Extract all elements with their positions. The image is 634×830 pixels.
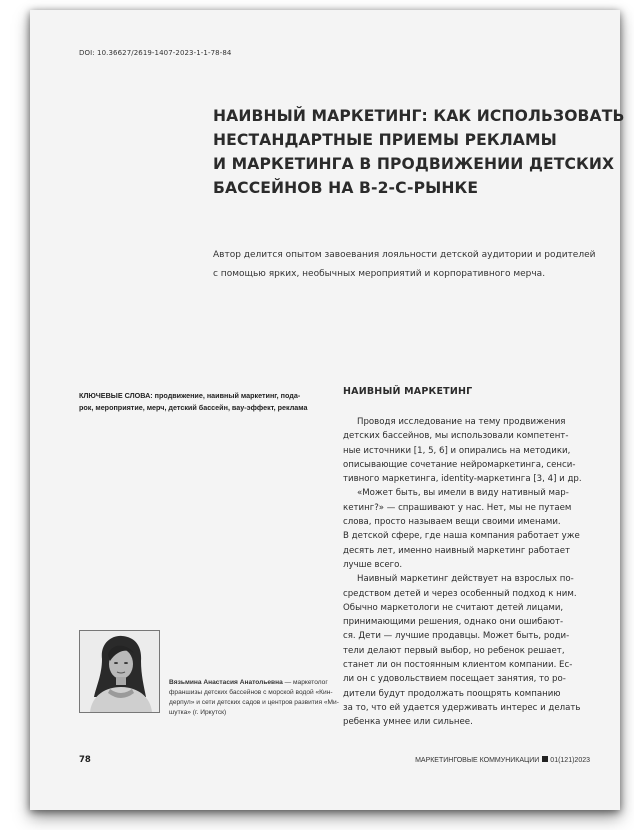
title-line: И МАРКЕТИНГА В ПРОДВИЖЕНИИ ДЕТСКИХ [213,155,615,173]
author-role: — маркетолог [282,679,328,686]
title-line: БАССЕЙНОВ НА B-2-C-РЫНКЕ [213,179,479,197]
keywords-line: КЛЮЧЕВЫЕ СЛОВА: продвижение, наивный маркетинг, пода- [79,391,301,400]
body-line: описывающие сочетание нейромаркетинга, сенси- [343,459,576,470]
author-line: дерпул» и сети детских садов и центров развития «Ми- [169,699,339,706]
author-photo [79,630,160,713]
keywords [79,390,349,414]
author-portrait-icon [80,631,159,712]
body-line: ся. Дети — лучшие продавцы. Может быть, роди- [343,631,570,642]
author-line: франшизы детских бассейнов с морской водой «Кин- [169,689,333,696]
body-line: слова, просто называем вещи своими именами. [343,517,561,528]
lead-line: Автор делится опытом завоевания лояльности детской аудитории и родителей [213,250,596,260]
body-line: «Может быть, вы имели в виду нативный мар- [357,488,569,499]
square-bullet-icon [542,756,548,762]
keywords-line: рок, мероприятие, мерч, детский бассейн, вау-эффект, реклама [79,403,308,412]
body-line: В детской сфере, где наша компания работает уже [343,531,580,542]
author-line [169,678,349,688]
journal-footer [415,756,590,764]
page-number: 78 [79,755,91,765]
author-line: шутка» (г. Иркутск) [169,709,227,716]
body-line: кетинг?» — спрашивают у нас. Нет, мы не путаем [343,502,572,513]
title-line: НЕСТАНДАРТНЫЕ ПРИЕМЫ РЕКЛАМЫ [213,131,557,149]
body-line: средством детей и через особенный подход к ним. [343,588,577,599]
body-line: детских бассейнов, мы использовали компетент- [343,431,569,442]
article-lead [213,246,608,284]
body-line: ные источники [1, 5, 6] и опирались на методики, [343,445,571,456]
section-heading: НАИВНЫЙ МАРКЕТИНГ [343,386,473,397]
body-line: тивного маркетинга, identity-маркетинга [3, 4] и др. [343,474,582,485]
journal-name: МАРКЕТИНГОВЫЕ КОММУНИКАЦИИ [415,757,540,764]
body-line: лучше всего. [343,559,403,570]
lead-line: с помощью ярких, необычных мероприятий и корпоративного мерча. [213,269,546,279]
author-bio [169,678,349,718]
body-line: Обычно маркетологи не считают детей лицами, [343,602,564,613]
body-line: принимающими решения, однако они ошибают- [343,617,564,628]
author-name: Вязьмина Анастасия Анатольевна [169,679,283,686]
journal-page [30,10,625,810]
body-line: Проводя исследование на тему продвижения [357,417,566,427]
body-line: за то, что ей удается удерживать интерес и делать [343,702,581,713]
body-line: десять лет, именно наивный маркетинг работает [343,545,570,556]
body-line: дители будут продолжать поощрять компанию [343,688,561,699]
journal-issue: 01(121)2023 [550,757,590,764]
body-line: ребенка умнее или сильнее. [343,717,473,728]
body-line: станет ли он постоянным клиентом компании. Ес- [343,660,573,671]
body-text [343,415,603,730]
body-line: тели делают первый выбор, но ребенок решает, [343,645,565,656]
body-line: ли он с удовольствием посещает занятия, то ро- [343,674,566,685]
title-line: НАИВНЫЙ МАРКЕТИНГ: КАК ИСПОЛЬЗОВАТЬ [213,107,625,125]
body-line: Наивный маркетинг действует на взрослых по- [357,574,574,585]
article-title [213,104,625,200]
doi-label: DOI: 10.36627/2619-1407-2023-1-1-78-84 [79,49,232,57]
